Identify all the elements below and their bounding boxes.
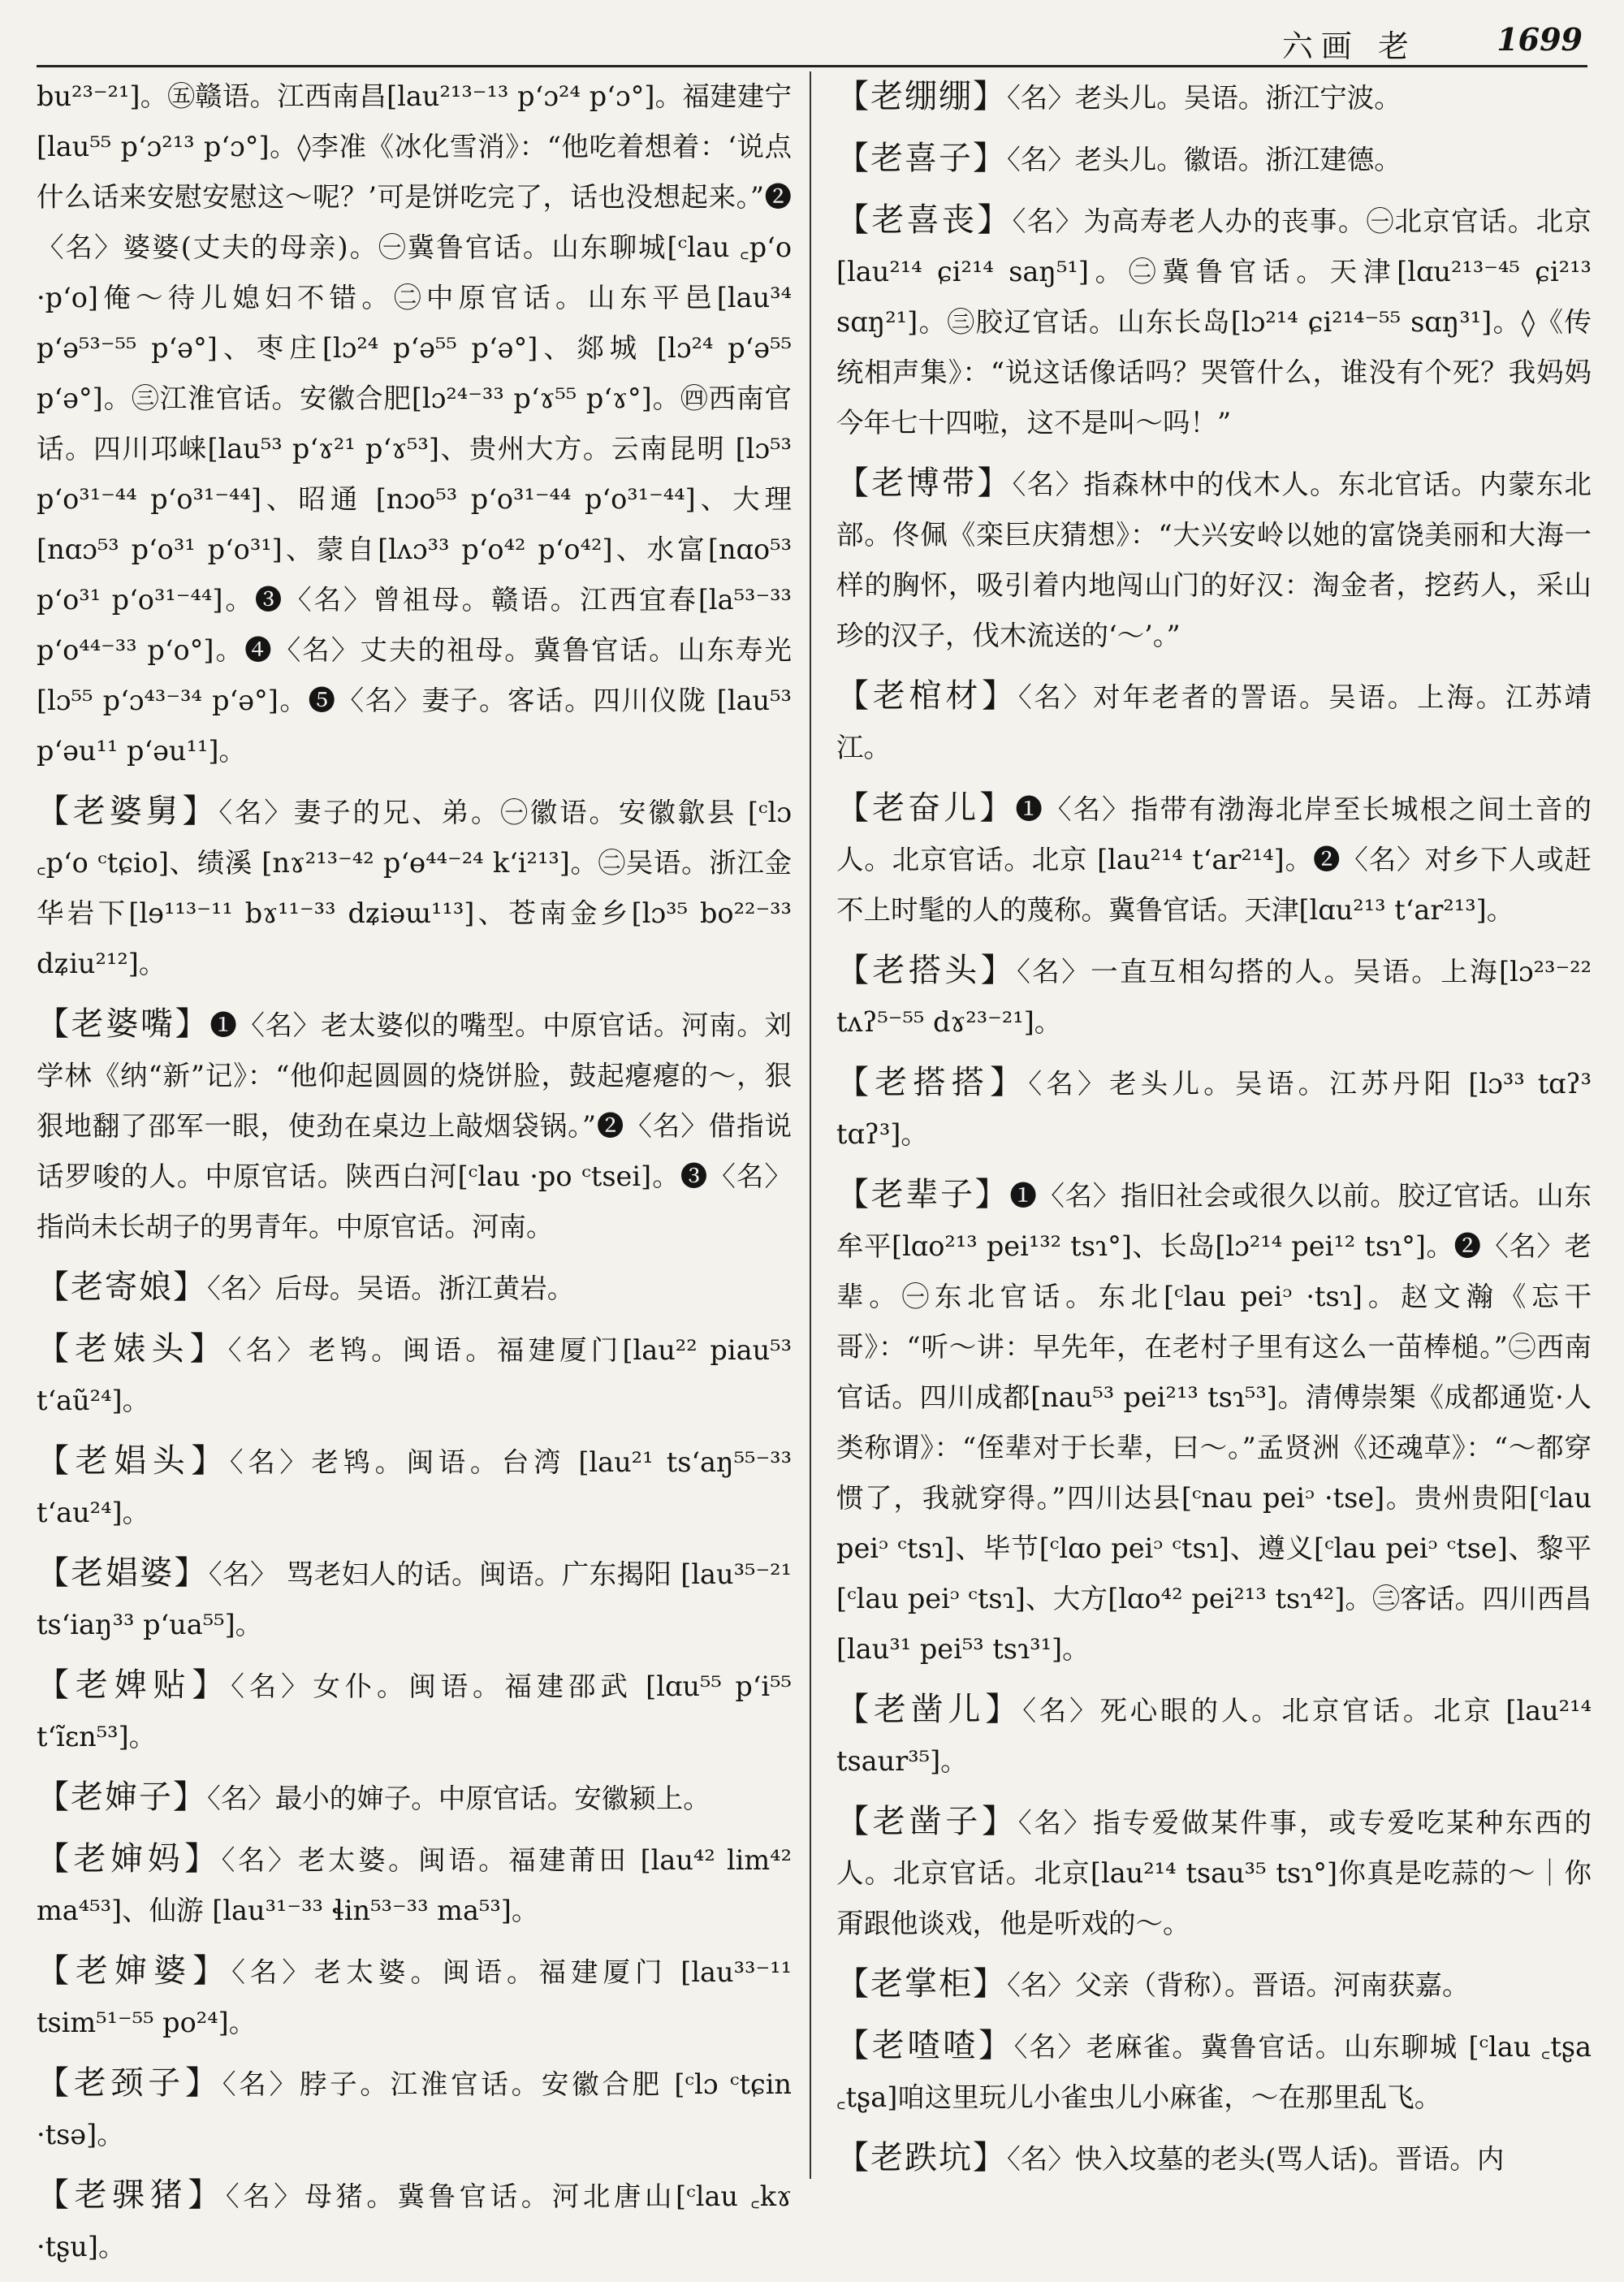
entry-text: 〈名〉为高寿老人办的丧事。㊀北京官话。北京 [lau²¹⁴ ɕi²¹⁴ saŋ⁵¹]。㊁冀鲁官话。天津[lɑu²¹³⁻⁴⁵ ɕi²¹³ sɑŋ²¹]。㊂胶辽官话。山东长岛[lɔ²¹⁴ ɕi²¹⁴⁻⁵⁵ sɑŋ³¹]。◊《传统相声集》：“说这话像话吗？哭管什么，谁没有个死？我妈妈今年七十四啦，这不是叫～吗！” bbox=[836, 205, 1592, 439]
entry-headword: 【老婆舅】 bbox=[37, 793, 219, 830]
entry-headword: 【老喜子】 bbox=[836, 140, 1007, 177]
dictionary-entry bbox=[37, 1262, 792, 1314]
left-column bbox=[37, 71, 792, 2282]
dictionary-entry bbox=[37, 2170, 792, 2272]
entry-text: 〈名〉一直互相勾搭的人。吴语。上海[lɔ²³⁻²² tʌʔ⁵⁻⁵⁵ dɤ²³⁻²¹]。 bbox=[836, 956, 1592, 1038]
dictionary-entry bbox=[37, 1834, 792, 1936]
dictionary-entry bbox=[37, 1660, 792, 1762]
dictionary-entry bbox=[37, 71, 792, 776]
section-title: 六画 老 bbox=[1281, 28, 1417, 64]
dictionary-entry bbox=[37, 786, 792, 989]
entry-text: 〈名〉老头儿。吴语。江苏丹阳 [lɔ³³ tɑʔ³ tɑʔ³]。 bbox=[836, 1068, 1592, 1150]
entry-text: 〈名〉最小的婶子。中原官话。安徽颍上。 bbox=[207, 1783, 710, 1814]
entry-text: 〈名〉妻子的兄、弟。㊀徽语。安徽歙县 [ᶜlɔ ꜀pʻo ᶜtɕio]、绩溪 [nɤ²¹³⁻⁴² pʻɵ⁴⁴⁻²⁴ kʻi²¹³]。㊁吴语。浙江金华岩下[lɘ¹¹³⁻¹¹ bɤ¹¹⁻³³ dʑiəɯ¹¹³]、苍南金乡[lɔ³⁵ bo²²⁻³³ dʑiu²¹²]。 bbox=[37, 797, 793, 979]
entry-text: 〈名〉老头儿。徽语。浙江建德。 bbox=[1007, 144, 1402, 175]
entry-headword: 【老骒猪】 bbox=[37, 2176, 226, 2214]
entry-headword: 【老婊头】 bbox=[37, 1330, 228, 1368]
entry-headword: 【老跌坑】 bbox=[836, 2139, 1007, 2176]
dictionary-entry bbox=[37, 1548, 792, 1650]
entry-headword: 【老绷绷】 bbox=[836, 78, 1007, 115]
dictionary-entry bbox=[836, 1169, 1592, 1675]
entry-headword: 【老辈子】 bbox=[836, 1176, 1010, 1213]
dictionary-entry bbox=[37, 1946, 792, 2048]
dictionary-entry bbox=[836, 2021, 1592, 2123]
dictionary-entry bbox=[37, 999, 792, 1252]
dictionary-entry bbox=[836, 1057, 1592, 1160]
entry-headword: 【老寄娘】 bbox=[37, 1268, 207, 1306]
entry-headword: 【老凿儿】 bbox=[836, 1691, 1023, 1728]
entry-headword: 【老掌柜】 bbox=[836, 1965, 1007, 2003]
entry-text: ❶〈名〉指带有渤海北岸至长城根之间土音的人。北京官话。北京 [lau²¹⁴ tʻar²¹⁴]。❷〈名〉对乡下人或赶不上时髦的人的蔑称。冀鲁官话。天津[lɑu²¹³ tʻar²¹³]。 bbox=[836, 793, 1592, 926]
dictionary-entry bbox=[836, 71, 1592, 123]
entry-headword: 【老婶婆】 bbox=[37, 1952, 232, 1990]
dictionary-entry bbox=[836, 1684, 1592, 1787]
entry-text: 〈名〉父亲（背称）。晋语。河南获嘉。 bbox=[1007, 1969, 1470, 2001]
dictionary-entry bbox=[37, 2058, 792, 2160]
entry-text: 〈名〉老麻雀。冀鲁官话。山东聊城 [ᶜlau ꜀tʂa ꜀tʂa]咱这里玩儿小雀虫儿小麻雀，～在那里乱飞。 bbox=[836, 2031, 1592, 2113]
entry-headword: 【老奋儿】 bbox=[836, 789, 1016, 827]
entry-text: ❶〈名〉老太婆似的嘴型。中原官话。河南。刘学林《纳“新”记》：“他仰起圆圆的烧饼脸，鼓起瘪瘪的～，狠狠地翻了邵军一眼，使劲在桌边上敲烟袋锅。”❷〈名〉借指说话罗唆的人。中原官话。陕西白河[ᶜlau ·po ᶜtsei]。❸〈名〉指尚未长胡子的男青年。中原官话。河南。 bbox=[37, 1009, 793, 1243]
entry-text: bu²³⁻²¹]。㊄赣语。江西南昌[lau²¹³⁻¹³ pʻɔ²⁴ pʻɔ°]。福建建宁 [lau⁵⁵ pʻɔ²¹³ pʻɔ°]。◊李准《冰化雪消》：“他吃着想着：‘说点什么话来安慰安慰这～呢？’可是饼吃完了，话也没想起来。”❷〈名〉婆婆(丈夫的母亲)。㊀冀鲁官话。山东聊城[ᶜlau ꜀pʻo ·pʻo]俺～待儿媳妇不错。㊁中原官话。山东平邑[lau³⁴ pʻə⁵³⁻⁵⁵ pʻə°]、枣庄[lɔ²⁴ pʻə⁵⁵ pʻə°]、郯城 [lɔ²⁴ pʻə⁵⁵ pʻə°]。㊂江淮官话。安徽合肥[lɔ²⁴⁻³³ pʻɤ⁵⁵ pʻɤ°]。㊃西南官话。四川邛崃[lau⁵³ pʻɤ²¹ pʻɤ⁵³]、贵州大方。云南昆明 [lɔ⁵³ pʻo³¹⁻⁴⁴ pʻo³¹⁻⁴⁴]、昭通 [nɔo⁵³ pʻo³¹⁻⁴⁴ pʻo³¹⁻⁴⁴]、大理[nɑɔ⁵³ pʻo³¹ pʻo³¹]、蒙自[lʌɔ³³ pʻo⁴² pʻo⁴²]、水富[nɑo⁵³ pʻo³¹ pʻo³¹⁻⁴⁴]。❸〈名〉曾祖母。赣语。江西宜春[la⁵³⁻³³ pʻo⁴⁴⁻³³ pʻo°]。❹〈名〉丈夫的祖母。冀鲁官话。山东寿光[lɔ⁵⁵ pʻɔ⁴³⁻³⁴ pʻə°]。❺〈名〉妻子。客话。四川仪陇 [lau⁵³ pʻəu¹¹ pʻəu¹¹]。 bbox=[37, 80, 792, 767]
entry-text: 〈名〉老鸨。闽语。台湾 [lau²¹ tsʻaŋ⁵⁵⁻³³ tʻau²⁴]。 bbox=[37, 1446, 792, 1528]
entry-headword: 【老婆嘴】 bbox=[37, 1005, 210, 1043]
entry-headword: 【老博带】 bbox=[836, 465, 1013, 502]
entry-headword: 【老颈子】 bbox=[37, 2064, 222, 2102]
entry-text: 〈名〉快入坟墓的老头(骂人话)。晋语。内 bbox=[1007, 2143, 1505, 2175]
entry-text: 〈名〉女仆。闽语。福建邵武 [lɑu⁵⁵ pʻi⁵⁵ tʻĩɛn⁵³]。 bbox=[37, 1670, 792, 1753]
page-number: 1699 bbox=[1497, 21, 1583, 58]
dictionary-entry bbox=[836, 671, 1592, 773]
dictionary-entry bbox=[836, 945, 1592, 1048]
entry-text: 〈名〉 骂老妇人的话。闽语。广东揭阳 [lau³⁵⁻²¹ tsʻiaŋ³³ pʻua⁵⁵]。 bbox=[37, 1558, 792, 1640]
dictionary-entry bbox=[836, 133, 1592, 185]
entry-headword: 【老喜丧】 bbox=[836, 201, 1013, 239]
entry-headword: 【老娼头】 bbox=[37, 1442, 230, 1480]
entry-headword: 【老喳喳】 bbox=[836, 2027, 1014, 2064]
dictionary-entry bbox=[37, 1324, 792, 1426]
entry-headword: 【老棺材】 bbox=[836, 677, 1018, 715]
dictionary-entry bbox=[836, 1959, 1592, 2011]
dictionary-entry bbox=[836, 783, 1592, 936]
entry-headword: 【老搭头】 bbox=[836, 952, 1017, 989]
page-header bbox=[37, 18, 1587, 67]
dictionary-entry bbox=[836, 2133, 1592, 2185]
column-divider bbox=[810, 71, 811, 2179]
entry-text: 〈名〉指森林中的伐木人。东北官话。内蒙东北部。佟佩《栾巨庆猜想》：“大兴安岭以她的富饶美丽和大海一样的胸怀，吸引着内地闯山门的好汉：淘金者，挖药人，采山珍的汉子，伐木流送的‘～’。” bbox=[836, 469, 1592, 651]
dictionary-entry bbox=[37, 1772, 792, 1824]
dictionary-entry bbox=[836, 195, 1592, 448]
entry-headword: 【老娼婆】 bbox=[37, 1554, 209, 1592]
entry-text: ❶〈名〉指旧社会或很久以前。胶辽官话。山东牟平[lɑo²¹³ pei¹³² tsɿ°]、长岛[lɔ²¹⁴ pei¹² tsɿ°]。❷〈名〉老辈。㊀东北官话。东北[ᶜlau peiᵓ ·tsɿ]。赵文瀚《忘干哥》：“听～讲：早先年，在老村子里有这么一苗棒槌。”㊁西南官话。四川成都[nau⁵³ pei²¹³ tsɿ⁵³]。清傅崇榘《成都通览·人类称谓》：“侄辈对于长辈，曰～。”孟贤洲《还魂草》：“～都穿惯了，我就穿得。”四川达县[ᶜnau peiᵓ ·tse]。贵州贵阳[ᶜlau peiᵓ ᶜtsɿ]、毕节[ᶜlɑo peiᵓ ᶜtsɿ]、遵义[ᶜlau peiᵓ ᶜtse]、黎平[ᶜlau peiᵓ ᶜtsɿ]、大方[lɑo⁴² pei²¹³ tsɿ⁴²]。㊂客话。四川西昌[lau³¹ pei⁵³ tsɿ³¹]。 bbox=[836, 1180, 1592, 1665]
entry-text: 〈名〉脖子。江淮官话。安徽合肥 [ᶜlɔ ᶜtɕin ·tsə]。 bbox=[37, 2068, 792, 2150]
entry-text: 〈名〉老鸨。闽语。福建厦门[lau²² piau⁵³ tʻaũ²⁴]。 bbox=[37, 1334, 792, 1416]
right-column bbox=[836, 71, 1592, 2194]
entry-text: 〈名〉老太婆。闽语。福建莆田 [lau⁴² lim⁴² ma⁴⁵³]、仙游 [lau³¹⁻³³ ɬin⁵³⁻³³ ma⁵³]。 bbox=[37, 1844, 792, 1926]
entry-headword: 【老搭搭】 bbox=[836, 1064, 1029, 1101]
entry-text: 〈名〉母猪。冀鲁官话。河北唐山[ᶜlau ꜀kɤ ·tʂu]。 bbox=[37, 2180, 792, 2263]
entry-text: 〈名〉老头儿。吴语。浙江宁波。 bbox=[1007, 82, 1402, 114]
entry-text: 〈名〉对年老者的詈语。吴语。上海。江苏靖江。 bbox=[836, 681, 1592, 763]
dictionary-entry bbox=[836, 458, 1592, 661]
dictionary-entry bbox=[37, 1436, 792, 1538]
entry-text: 〈名〉老太婆。闽语。福建厦门 [lau³³⁻¹¹ tsim⁵¹⁻⁵⁵ po²⁴]。 bbox=[37, 1956, 792, 2038]
entry-headword: 【老婶子】 bbox=[37, 1778, 207, 1816]
dictionary-entry bbox=[836, 1796, 1592, 1949]
entry-text: 〈名〉死心眼的人。北京官话。北京 [lau²¹⁴ tsaur³⁵]。 bbox=[836, 1695, 1592, 1777]
entry-headword: 【老婢贴】 bbox=[37, 1666, 231, 1704]
entry-text: 〈名〉指专爱做某件事，或专爱吃某种东西的人。北京官话。北京[lau²¹⁴ tsau³⁵ tsɿ°]你真是吃蒜的～｜你甭跟他谈戏，他是听戏的～。 bbox=[836, 1807, 1592, 1939]
entry-text: 〈名〉后母。吴语。浙江黄岩。 bbox=[207, 1273, 575, 1304]
entry-headword: 【老凿子】 bbox=[836, 1803, 1018, 1840]
entry-headword: 【老婶妈】 bbox=[37, 1840, 222, 1878]
